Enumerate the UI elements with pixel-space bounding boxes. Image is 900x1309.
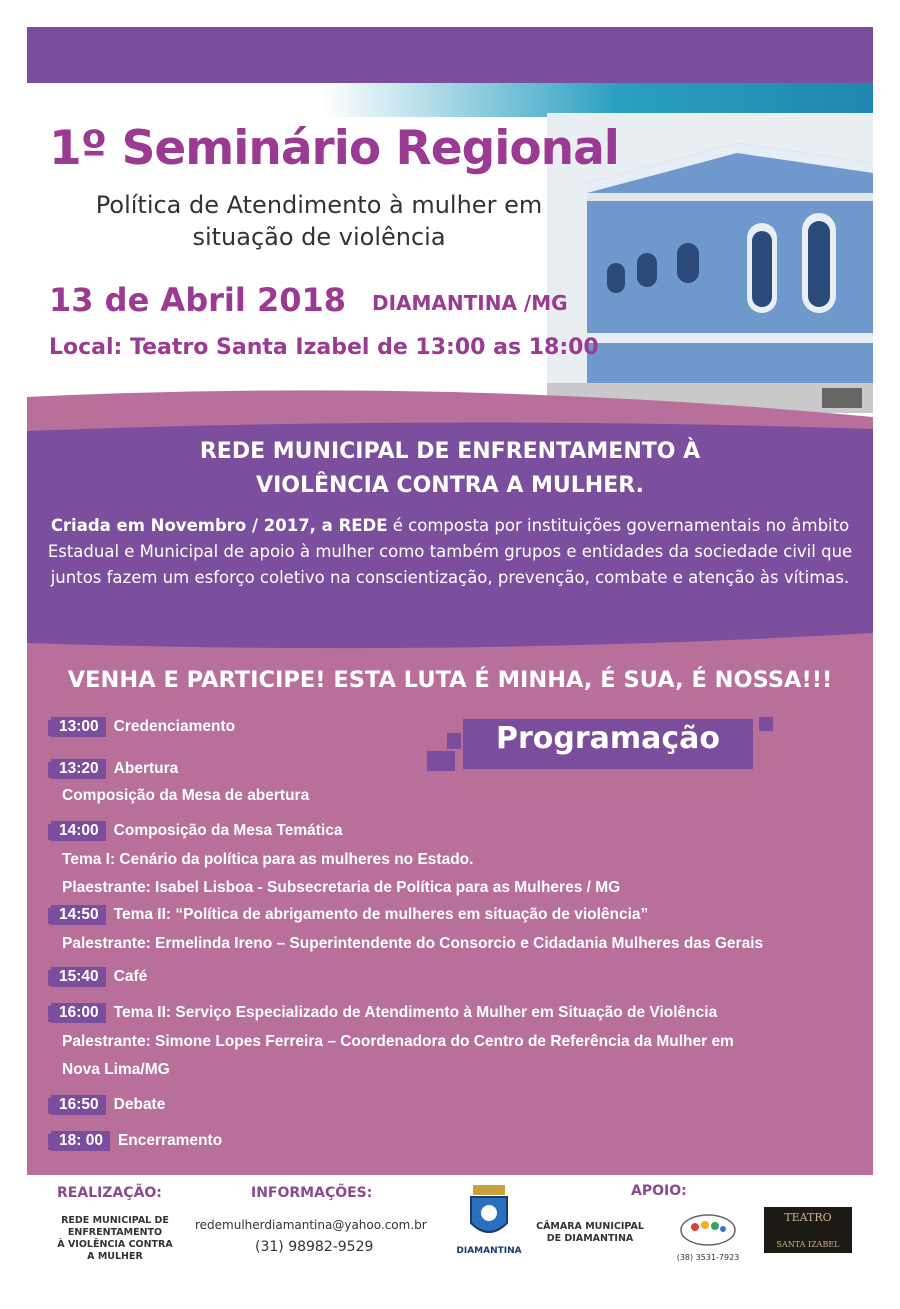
time-badge: 13:20 [51,759,106,779]
time-badge: 14:00 [51,821,106,841]
schedule-detail: Nova Lima/MG [62,1061,170,1078]
decor-square [447,733,461,749]
schedule-item [51,821,343,841]
decor-square [759,717,773,731]
schedule-item [51,905,648,925]
contact-phone: (31) 98982-9529 [255,1239,374,1255]
schedule-detail: Palestrante: Ermelinda Ireno – Superintendente do Consorcio e Cidadania Mulheres das Gerais [62,935,764,952]
schedule-label: Café [113,968,148,985]
schedule-item [51,1131,222,1151]
schedule-label: Encerramento [117,1132,223,1149]
info-heading: INFORMAÇÕES: [251,1185,373,1201]
schedule-label: Tema II: Serviço Especializado de Atendimento à Mulher em Situação de Violência [113,1004,718,1021]
arte-logo-icon [679,1213,737,1247]
rede-description [47,513,853,591]
poster [27,27,873,1282]
time-badge: 18: 00 [51,1131,110,1151]
time-badge: 15:40 [51,967,106,987]
arte-phone: (38) 3531-7923 [676,1253,740,1262]
camara-line: DE DIAMANTINA [546,1233,634,1244]
event-location: Local: Teatro Santa Izabel de 13:00 as 18:00 [49,335,599,360]
rede-text-rest: é composta por instituições governamentais no âmbito Estadual e Municipal de apoio à mulher como também grupos e entidades da sociedade civil que juntos fazem um esforço coletivo na conscientização, prevenção, combate e atenção às vítimas. [47,516,853,587]
programacao-label: Programação [495,721,721,756]
realizacao-line: À VIOLÊNCIA CONTRA [57,1239,173,1250]
crest-icon [459,1183,519,1245]
realizacao-line: REDE MUNICIPAL DE [61,1215,169,1226]
subtitle-line1: Política de Atendimento à mulher em [95,191,543,219]
schedule-detail: Composição da Mesa de abertura [62,787,310,804]
contact-email: redemulherdiamantina@yahoo.com.br [195,1218,427,1232]
schedule-item [51,1003,717,1023]
schedule-detail: Palestrante: Simone Lopes Ferreira – Coordenadora do Centro de Referência da Mulher em [62,1033,734,1050]
teatro-logo-text [764,1211,852,1251]
header [27,117,873,417]
subtitle-line2: situação de violência [192,223,446,251]
prefeitura-name: DIAMANTINA [456,1246,522,1256]
realizacao-org [45,1215,185,1263]
schedule-label: Abertura [113,760,179,777]
teatro-line: TEATRO [784,1211,832,1224]
subtitle [49,189,589,253]
page-title: 1º Seminário Regional [49,121,619,176]
camara-line: CÂMARA MUNICIPAL [536,1221,644,1232]
teal-band [27,83,873,117]
realizacao-heading: REALIZAÇÃO: [57,1185,162,1201]
realizacao-line: A MULHER [87,1251,143,1262]
time-badge: 13:00 [51,717,106,737]
purple-wave-bottom [27,627,873,657]
schedule-detail: Plaestrante: Isabel Lisboa - Subsecretaria de Política para as Mulheres / MG [62,879,621,896]
schedule-detail: Tema I: Cenário da política para as mulheres no Estado. [62,851,474,868]
schedule-label: Debate [113,1096,166,1113]
rede-title-line1: REDE MUNICIPAL DE ENFRENTAMENTO À [199,439,701,464]
program-section-bg [27,633,873,1175]
decor-square [427,751,455,771]
schedule-item [51,759,178,779]
call-to-action: VENHA E PARTICIPE! ESTA LUTA É MINHA, É SUA, É NOSSA!!! [67,667,833,693]
time-badge: 14:50 [51,905,106,925]
event-city: DIAMANTINA /MG [372,291,568,315]
realizacao-line: ENFRENTAMENTO [67,1227,163,1238]
camara-name [535,1221,645,1245]
time-badge: 16:00 [51,1003,106,1023]
schedule-item [51,1095,165,1115]
teatro-line: SANTA IZABEL [776,1240,840,1249]
apoio-heading: APOIO: [631,1183,687,1199]
schedule-item [51,717,235,737]
rede-text-bold: Criada em Novembro / 2017, a REDE [50,516,388,535]
rede-title-line2: VIOLÊNCIA CONTRA A MULHER. [256,473,644,498]
event-date: 13 de Abril 2018 [49,281,347,319]
schedule-label: Tema II: “Política de abrigamento de mulheres em situação de violência” [113,906,649,923]
schedule-label: Composição da Mesa Temática [113,822,343,839]
schedule-label: Credenciamento [113,718,236,735]
rede-title [27,435,873,503]
top-purple-band [27,27,873,83]
time-badge: 16:50 [51,1095,106,1115]
schedule-item [51,967,147,987]
